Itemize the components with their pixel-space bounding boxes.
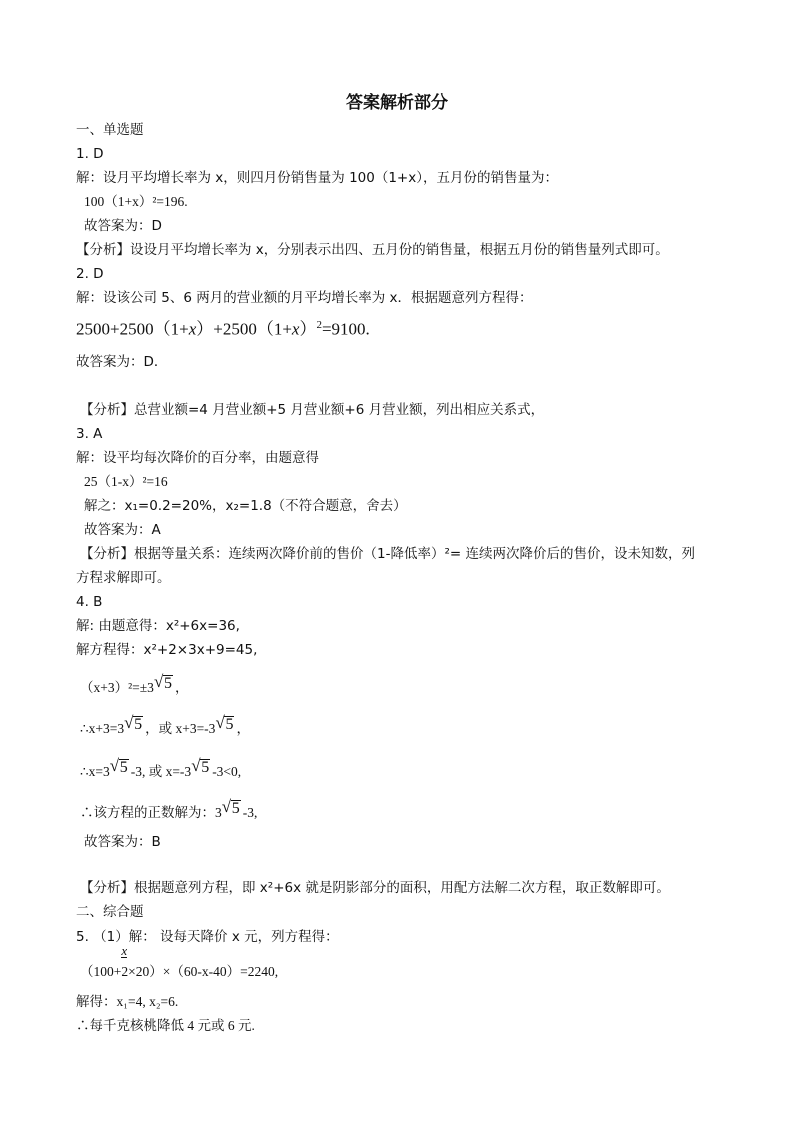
q3-solution-line3: 解之：x₁=0.2=20%，x₂=1.8（不符合题意，舍去） (84, 498, 407, 514)
q4-solution-line5 (80, 759, 242, 781)
sqrt-symbol: √ 5 (124, 720, 143, 738)
q3-answer-statement: 故答案为：A (84, 522, 161, 538)
fraction-denominator: 2 (121, 964, 129, 979)
sqrt-symbol: √ 5 (215, 720, 234, 738)
page-title: 答案解析部分 (346, 93, 448, 113)
q2-solution-line1: 解：设该公司 5、6 两月的营业额的月平均增长率为 x．根据题意列方程得： (76, 290, 533, 306)
q4-l4-text-b: ，或 x+3=-3 (145, 721, 216, 736)
q5-conclusion: ∴每千克核桃降低 4 元或 6 元. (76, 1018, 255, 1033)
q4-solution-line1: 解: 由题意得：x²+6x=36, (76, 618, 240, 634)
q1-solution-line1: 解：设月平均增长率为 x，则四月份销售量为 100（1+x），五月份的销售量为： (76, 170, 558, 186)
q5-solution-result: 解得：x₁=4, x₂=6. (76, 994, 179, 1009)
q2-eq-part-d: =9100. (321, 319, 370, 339)
q2-equation (76, 316, 370, 339)
q5-solution-line1: 5. （1）解： 设每天降价 x 元，列方程得： (76, 929, 339, 945)
q2-eq-exponent: 2 (316, 319, 322, 331)
fraction-x-over-2 (121, 943, 129, 981)
q1-solution-line2: 100（1+x）²=196. (84, 194, 188, 209)
q2-answer-statement: 故答案为：D． (76, 354, 168, 370)
q3-analysis-line2: 方程求解即可。 (76, 570, 171, 586)
sqrt-symbol: √ 5 (222, 804, 241, 822)
q5-eq-part-b: ×20）×（60-x-40）=2240, (128, 964, 279, 979)
q4-l5-text-b: -3, 或 x=-3 (130, 764, 192, 779)
q2-answer: 2. D (76, 266, 104, 282)
q4-l4-text-a: ∴x+3=3 (80, 721, 125, 736)
q4-l4-text-c: ， (236, 721, 250, 736)
q2-eq-part-b: ）+2500（1+ (196, 319, 292, 339)
q2-eq-var-1: x (188, 319, 197, 339)
section-heading-single-choice: 一、单选题 (76, 122, 144, 138)
fraction-numerator: x (121, 943, 128, 958)
q5-equation (80, 943, 279, 981)
q1-analysis: 【分析】设设月平均增长率为 x，分别表示出四、五月份的销售量，根据五月份的销售量列式即可。 (76, 242, 669, 258)
q4-l3-text-b: ， (174, 680, 189, 695)
q4-l5-text-c: -3<0, (212, 764, 242, 779)
q4-answer: 4. B (76, 594, 103, 610)
q4-l6-text-b: -3, (242, 805, 258, 820)
q4-solution-line2: 解方程得：x²+2×3x+9=45, (76, 642, 258, 658)
q3-solution-line2: 25（1-x）²=16 (84, 474, 168, 489)
q3-analysis-line1: 【分析】根据等量关系：连续两次降价前的售价（1-降低率）²= 连续两次降价后的售价，设未知数，列 (80, 546, 695, 562)
q3-answer: 3. A (76, 426, 103, 442)
q4-l5-text-a: ∴x=3 (80, 764, 110, 779)
q1-answer-statement: 故答案为：D (84, 218, 162, 234)
q4-solution-line6 (80, 800, 258, 822)
q4-answer-statement: 故答案为：B (84, 834, 161, 850)
q2-eq-part-a: 2500+2500（1+ (76, 319, 189, 339)
q4-analysis: 【分析】根据题意列方程，即 x²+6x 就是阴影部分的面积，用配方法解二次方程，取正数解即可。 (80, 880, 670, 896)
q2-eq-part-c: ） (299, 319, 317, 339)
q5-eq-part-a: （100+ (80, 964, 122, 979)
q3-solution-line1: 解：设平均每次降价的百分率，由题意得 (76, 450, 319, 466)
q4-solution-line3 (80, 675, 189, 697)
section-heading-comprehensive: 二、综合题 (76, 904, 144, 920)
q2-eq-var-2: x (291, 319, 300, 339)
q4-l3-text-a: （x+3）²=±3 (80, 680, 154, 695)
sqrt-symbol: √ 5 (191, 763, 210, 781)
q1-answer: 1. D (76, 146, 104, 162)
q4-solution-line4 (80, 716, 250, 738)
sqrt-symbol: √ 5 (110, 763, 129, 781)
q4-l6-text-a: ∴该方程的正数解为：3 (80, 805, 222, 820)
sqrt-symbol: √ 5 (154, 679, 173, 697)
q2-analysis: 【分析】总营业额=4 月营业额+5 月营业额+6 月营业额，列出相应关系式， (80, 402, 545, 418)
